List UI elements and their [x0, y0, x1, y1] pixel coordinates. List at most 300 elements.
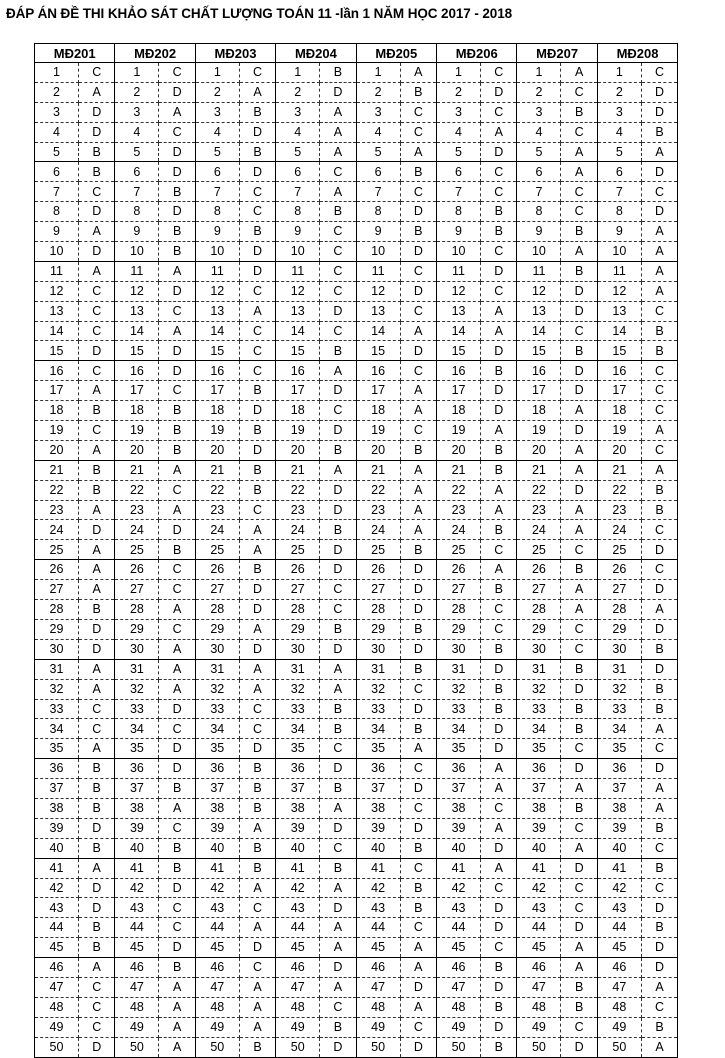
- question-number: 41: [195, 858, 239, 878]
- answer-letter: B: [561, 997, 597, 1017]
- answer-letter: D: [400, 560, 436, 580]
- question-number: 10: [35, 242, 79, 262]
- answer-letter: D: [561, 858, 597, 878]
- question-number: 2: [517, 82, 561, 102]
- question-number: 23: [437, 500, 481, 520]
- question-number: 47: [35, 977, 79, 997]
- answer-letter: A: [159, 997, 195, 1017]
- question-number: 9: [517, 222, 561, 242]
- table-row: [35, 82, 678, 102]
- question-number: 37: [437, 779, 481, 799]
- question-number: 25: [195, 540, 239, 560]
- question-number: 33: [437, 699, 481, 719]
- question-number: 46: [437, 958, 481, 978]
- answer-letter: C: [320, 580, 356, 600]
- question-number: 1: [276, 63, 320, 83]
- question-number: 37: [115, 779, 159, 799]
- answer-letter: B: [239, 142, 275, 162]
- question-number: 12: [115, 281, 159, 301]
- question-number: 17: [35, 381, 79, 401]
- question-number: 45: [195, 938, 239, 958]
- table-row: [35, 1037, 678, 1057]
- answer-letter: D: [159, 281, 195, 301]
- question-number: 3: [597, 102, 641, 122]
- question-number: 26: [195, 560, 239, 580]
- answer-letter: D: [400, 202, 436, 222]
- question-number: 29: [517, 619, 561, 639]
- question-number: 23: [35, 500, 79, 520]
- question-number: 14: [597, 321, 641, 341]
- question-number: 28: [597, 600, 641, 620]
- question-number: 14: [356, 321, 400, 341]
- question-number: 10: [195, 242, 239, 262]
- answer-letter: A: [79, 261, 115, 281]
- question-number: 33: [356, 699, 400, 719]
- answer-letter: B: [641, 818, 677, 838]
- answer-letter: D: [641, 958, 677, 978]
- question-number: 28: [195, 600, 239, 620]
- question-number: 38: [517, 798, 561, 818]
- answer-letter: B: [239, 560, 275, 580]
- answer-letter: C: [159, 580, 195, 600]
- question-number: 19: [35, 421, 79, 441]
- question-number: 29: [437, 619, 481, 639]
- question-number: 4: [115, 122, 159, 142]
- question-number: 38: [597, 798, 641, 818]
- answer-letter: D: [561, 918, 597, 938]
- question-number: 5: [35, 142, 79, 162]
- answer-letter: D: [400, 639, 436, 659]
- answer-letter: C: [400, 102, 436, 122]
- question-number: 20: [597, 440, 641, 460]
- question-number: 22: [195, 480, 239, 500]
- question-number: 7: [437, 182, 481, 202]
- answer-letter: A: [159, 321, 195, 341]
- question-number: 5: [597, 142, 641, 162]
- table-row: [35, 580, 678, 600]
- answer-letter: C: [79, 699, 115, 719]
- question-number: 15: [356, 341, 400, 361]
- question-number: 49: [356, 1017, 400, 1037]
- answer-letter: D: [79, 898, 115, 918]
- answer-letter: A: [561, 938, 597, 958]
- question-number: 1: [437, 63, 481, 83]
- answer-letter: B: [79, 938, 115, 958]
- answer-letter: B: [239, 102, 275, 122]
- question-number: 18: [35, 401, 79, 421]
- answer-letter: D: [561, 421, 597, 441]
- answer-letter: C: [400, 182, 436, 202]
- question-number: 40: [115, 838, 159, 858]
- question-number: 4: [195, 122, 239, 142]
- question-number: 18: [597, 401, 641, 421]
- question-number: 7: [35, 182, 79, 202]
- answer-letter: D: [481, 918, 517, 938]
- answer-letter: D: [79, 1037, 115, 1057]
- answer-letter: B: [481, 222, 517, 242]
- answer-letter: B: [481, 1037, 517, 1057]
- table-row: [35, 142, 678, 162]
- question-number: 27: [517, 580, 561, 600]
- answer-letter: D: [481, 719, 517, 739]
- question-number: 36: [356, 759, 400, 779]
- question-number: 10: [356, 242, 400, 262]
- question-number: 11: [517, 261, 561, 281]
- question-number: 37: [276, 779, 320, 799]
- answer-letter: C: [239, 63, 275, 83]
- answer-letter: C: [79, 421, 115, 441]
- answer-letter: A: [79, 540, 115, 560]
- question-number: 24: [195, 520, 239, 540]
- answer-letter: D: [79, 122, 115, 142]
- answer-letter: D: [641, 540, 677, 560]
- answer-letter: D: [79, 341, 115, 361]
- answer-letter: D: [641, 659, 677, 679]
- question-number: 1: [115, 63, 159, 83]
- question-number: 48: [517, 997, 561, 1017]
- question-number: 34: [517, 719, 561, 739]
- answer-letter: D: [239, 162, 275, 182]
- answer-letter: C: [641, 878, 677, 898]
- question-number: 3: [517, 102, 561, 122]
- answer-letter: C: [159, 918, 195, 938]
- answer-letter: A: [320, 460, 356, 480]
- question-number: 17: [517, 381, 561, 401]
- answer-letter: D: [320, 500, 356, 520]
- question-number: 33: [517, 699, 561, 719]
- exam-code-header: MĐ204: [276, 44, 356, 63]
- table-row: [35, 958, 678, 978]
- answer-letter: B: [159, 421, 195, 441]
- answer-letter: C: [320, 261, 356, 281]
- question-number: 49: [276, 1017, 320, 1037]
- question-number: 6: [597, 162, 641, 182]
- question-number: 9: [597, 222, 641, 242]
- answer-letter: B: [239, 759, 275, 779]
- answer-letter: B: [561, 977, 597, 997]
- question-number: 33: [276, 699, 320, 719]
- answer-letter: C: [320, 321, 356, 341]
- answer-letter: D: [481, 977, 517, 997]
- question-number: 8: [356, 202, 400, 222]
- question-number: 14: [115, 321, 159, 341]
- question-number: 30: [195, 639, 239, 659]
- answer-letter: A: [320, 361, 356, 381]
- question-number: 30: [115, 639, 159, 659]
- question-number: 43: [276, 898, 320, 918]
- answer-letter: D: [481, 381, 517, 401]
- question-number: 46: [356, 958, 400, 978]
- answer-letter: A: [481, 858, 517, 878]
- question-number: 50: [437, 1037, 481, 1057]
- answer-letter: D: [641, 938, 677, 958]
- answer-letter: C: [641, 520, 677, 540]
- answer-letter: D: [561, 301, 597, 321]
- answer-letter: A: [481, 122, 517, 142]
- table-row: [35, 341, 678, 361]
- answer-letter: B: [400, 619, 436, 639]
- question-number: 36: [35, 759, 79, 779]
- answer-letter: D: [239, 242, 275, 262]
- question-number: 27: [597, 580, 641, 600]
- question-number: 16: [195, 361, 239, 381]
- answer-letter: A: [79, 580, 115, 600]
- answer-letter: C: [561, 122, 597, 142]
- question-number: 25: [356, 540, 400, 560]
- answer-letter: C: [641, 838, 677, 858]
- answer-letter: C: [320, 222, 356, 242]
- answer-letter: A: [641, 719, 677, 739]
- answer-letter: A: [79, 958, 115, 978]
- answer-letter: B: [320, 1017, 356, 1037]
- answer-letter: B: [561, 261, 597, 281]
- answer-letter: A: [320, 659, 356, 679]
- answer-letter: D: [641, 202, 677, 222]
- question-number: 1: [35, 63, 79, 83]
- answer-letter: A: [239, 818, 275, 838]
- question-number: 42: [276, 878, 320, 898]
- question-number: 32: [356, 679, 400, 699]
- question-number: 4: [35, 122, 79, 142]
- question-number: 29: [356, 619, 400, 639]
- question-number: 12: [35, 281, 79, 301]
- answer-letter: A: [561, 500, 597, 520]
- answer-letter: A: [79, 560, 115, 580]
- answer-letter: A: [400, 381, 436, 401]
- question-number: 50: [195, 1037, 239, 1057]
- question-number: 19: [517, 421, 561, 441]
- question-number: 26: [115, 560, 159, 580]
- answer-letter: A: [239, 997, 275, 1017]
- question-number: 36: [115, 759, 159, 779]
- question-number: 7: [356, 182, 400, 202]
- table-row: [35, 1017, 678, 1037]
- question-number: 3: [276, 102, 320, 122]
- question-number: 24: [437, 520, 481, 540]
- answer-letter: A: [561, 242, 597, 262]
- answer-letter: D: [320, 818, 356, 838]
- answer-letter: A: [159, 500, 195, 520]
- answer-letter: B: [481, 520, 517, 540]
- question-number: 23: [517, 500, 561, 520]
- question-number: 48: [356, 997, 400, 1017]
- question-number: 41: [356, 858, 400, 878]
- question-number: 43: [437, 898, 481, 918]
- answer-letter: D: [400, 281, 436, 301]
- question-number: 24: [356, 520, 400, 540]
- question-number: 31: [437, 659, 481, 679]
- answer-letter: A: [79, 739, 115, 759]
- answer-letter: A: [481, 779, 517, 799]
- question-number: 10: [437, 242, 481, 262]
- answer-letter: B: [239, 381, 275, 401]
- question-number: 16: [597, 361, 641, 381]
- answer-letter: C: [320, 401, 356, 421]
- answer-letter: B: [641, 321, 677, 341]
- answer-letter: A: [320, 122, 356, 142]
- question-number: 19: [195, 421, 239, 441]
- table-row: [35, 938, 678, 958]
- table-row: [35, 818, 678, 838]
- question-number: 42: [517, 878, 561, 898]
- answer-letter: D: [79, 619, 115, 639]
- question-number: 49: [195, 1017, 239, 1037]
- answer-letter: D: [239, 401, 275, 421]
- answer-letter: B: [79, 838, 115, 858]
- question-number: 19: [356, 421, 400, 441]
- answer-letter: D: [320, 1037, 356, 1057]
- answer-letter: B: [320, 202, 356, 222]
- answer-letter: C: [159, 818, 195, 838]
- answer-letter: B: [481, 958, 517, 978]
- answer-letter: C: [239, 281, 275, 301]
- answer-letter: C: [79, 997, 115, 1017]
- question-number: 36: [517, 759, 561, 779]
- answer-letter: D: [481, 142, 517, 162]
- answer-letter: D: [561, 381, 597, 401]
- answer-letter: B: [561, 341, 597, 361]
- question-number: 20: [356, 440, 400, 460]
- question-number: 36: [195, 759, 239, 779]
- question-number: 31: [597, 659, 641, 679]
- question-number: 1: [597, 63, 641, 83]
- answer-letter: D: [481, 838, 517, 858]
- answer-letter: C: [400, 261, 436, 281]
- question-number: 45: [35, 938, 79, 958]
- answer-letter: A: [239, 977, 275, 997]
- answer-letter: D: [641, 580, 677, 600]
- answer-letter: A: [561, 838, 597, 858]
- question-number: 34: [597, 719, 641, 739]
- answer-letter: D: [79, 242, 115, 262]
- answer-letter: D: [481, 401, 517, 421]
- answer-letter: D: [320, 301, 356, 321]
- answer-letter: A: [561, 958, 597, 978]
- answer-letter: B: [561, 560, 597, 580]
- answer-letter: B: [641, 1017, 677, 1037]
- question-number: 45: [437, 938, 481, 958]
- answer-letter: B: [400, 719, 436, 739]
- question-number: 8: [597, 202, 641, 222]
- question-number: 11: [597, 261, 641, 281]
- answer-letter: B: [400, 838, 436, 858]
- answer-letter: B: [159, 440, 195, 460]
- question-number: 27: [115, 580, 159, 600]
- answer-letter: D: [79, 102, 115, 122]
- question-number: 50: [115, 1037, 159, 1057]
- answer-letter: B: [159, 222, 195, 242]
- question-number: 32: [517, 679, 561, 699]
- question-number: 17: [115, 381, 159, 401]
- question-number: 15: [437, 341, 481, 361]
- question-number: 4: [437, 122, 481, 142]
- answer-letter: C: [481, 878, 517, 898]
- question-number: 22: [276, 480, 320, 500]
- table-row: [35, 440, 678, 460]
- question-number: 8: [115, 202, 159, 222]
- answer-letter: B: [481, 440, 517, 460]
- question-number: 40: [517, 838, 561, 858]
- question-number: 15: [517, 341, 561, 361]
- question-number: 50: [276, 1037, 320, 1057]
- question-number: 24: [276, 520, 320, 540]
- answer-letter: D: [79, 520, 115, 540]
- answer-letter: A: [320, 878, 356, 898]
- exam-code-header: MĐ205: [356, 44, 436, 63]
- question-number: 28: [437, 600, 481, 620]
- question-number: 8: [517, 202, 561, 222]
- answer-letter: C: [641, 440, 677, 460]
- answer-letter: C: [79, 321, 115, 341]
- answer-letter: D: [239, 580, 275, 600]
- answer-letter: D: [641, 619, 677, 639]
- table-row: [35, 421, 678, 441]
- question-number: 3: [35, 102, 79, 122]
- question-number: 9: [276, 222, 320, 242]
- answer-letter: B: [561, 102, 597, 122]
- answer-letter: C: [481, 63, 517, 83]
- question-number: 32: [276, 679, 320, 699]
- answer-letter: B: [400, 540, 436, 560]
- answer-letter: C: [79, 63, 115, 83]
- question-number: 11: [35, 261, 79, 281]
- question-number: 50: [597, 1037, 641, 1057]
- answer-letter: D: [159, 202, 195, 222]
- question-number: 26: [597, 560, 641, 580]
- answer-letter: C: [79, 977, 115, 997]
- question-number: 27: [276, 580, 320, 600]
- answer-letter: B: [481, 997, 517, 1017]
- question-number: 42: [195, 878, 239, 898]
- answer-letter: B: [400, 898, 436, 918]
- question-number: 11: [115, 261, 159, 281]
- question-number: 46: [517, 958, 561, 978]
- answer-letter: B: [320, 699, 356, 719]
- question-number: 12: [517, 281, 561, 301]
- answer-letter: B: [641, 480, 677, 500]
- answer-letter: D: [400, 242, 436, 262]
- question-number: 39: [597, 818, 641, 838]
- answer-letter: C: [561, 82, 597, 102]
- question-number: 27: [437, 580, 481, 600]
- answer-letter: D: [159, 759, 195, 779]
- answer-letter: D: [239, 261, 275, 281]
- question-number: 47: [195, 977, 239, 997]
- answer-letter: A: [239, 301, 275, 321]
- question-number: 39: [115, 818, 159, 838]
- table-row: [35, 381, 678, 401]
- question-number: 4: [356, 122, 400, 142]
- question-number: 35: [356, 739, 400, 759]
- question-number: 45: [597, 938, 641, 958]
- answer-letter: B: [79, 600, 115, 620]
- question-number: 11: [356, 261, 400, 281]
- question-number: 18: [195, 401, 239, 421]
- table-row: [35, 460, 678, 480]
- question-number: 44: [35, 918, 79, 938]
- question-number: 22: [356, 480, 400, 500]
- question-number: 27: [35, 580, 79, 600]
- answer-letter: B: [79, 142, 115, 162]
- answer-letter: C: [79, 719, 115, 739]
- answer-letter: C: [159, 480, 195, 500]
- question-number: 48: [35, 997, 79, 1017]
- answer-letter: D: [159, 520, 195, 540]
- answer-letter: B: [320, 779, 356, 799]
- answer-letter: B: [481, 699, 517, 719]
- question-number: 28: [517, 600, 561, 620]
- answer-letter: A: [481, 421, 517, 441]
